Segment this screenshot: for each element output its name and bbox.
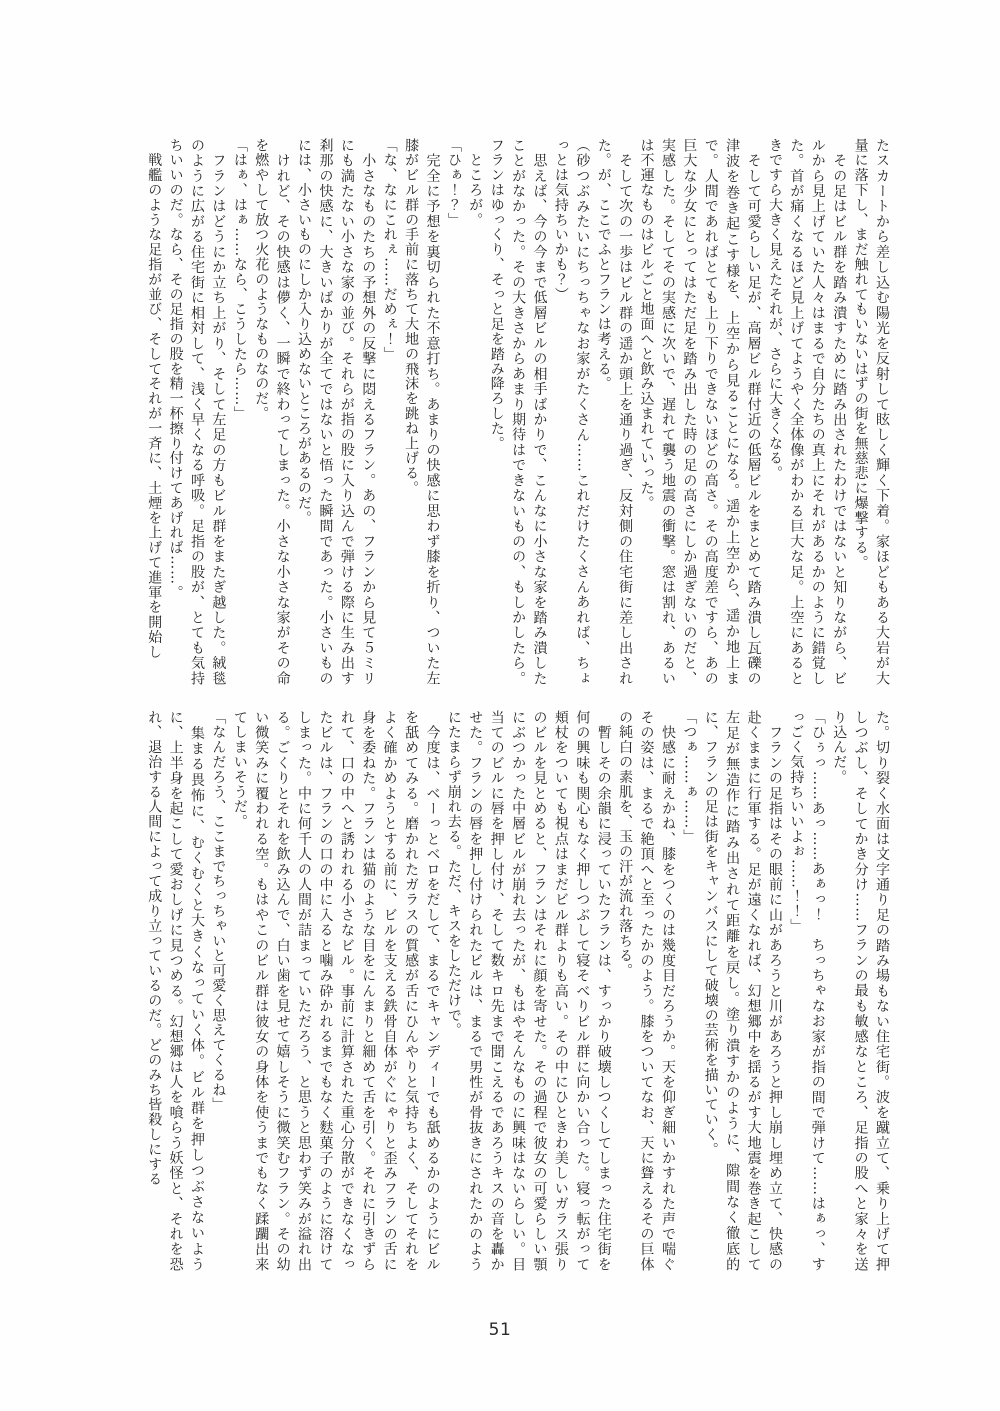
paragraph: そして可愛らしい足が、高層ビル群付近の低層ビルをまとめて踏み潰し瓦礫の津波を巻き起こす様を、上空から見ることになる。遥か上空から、遥か地上まで。人間であればとても上り下りできないほどの高さ。その高度差ですら、あの巨大な少女にとってはただ足を踏み出した時の足の高さにしか過ぎないのだと、実感した。そしてその実感に次いで、遅れて襲う地震の衝撃。窓は割れ、あるいは不運なものはビルごと地面へと飲み込まれていった。 xyxy=(638,138,762,686)
paragraph: （砂つぶみたいにちっちゃなお家がたくさん……これだけたくさんあれば、ちょっとは気持ちいかも？） xyxy=(552,138,591,686)
paragraph: 小さなものたちの予想外の反撃に悶えるフラン。あの、フランから見て５ミリにも満たない小さな家の並び。それらが指の股に入り込んで弾ける際に生み出す刹那の快感に、大きいばかりが全てではないと悟った瞬間であった。小さいものには、小さいものにしか入り込めないところがあるのだ。 xyxy=(296,138,377,686)
paragraph: 完全に予想を裏切られた不意打ち。あまりの快感に思わず膝を折り、ついた左膝がビル群の手前に落ちて大地の飛沫を跳ね上げる。 xyxy=(403,138,441,686)
paragraph: 「な、なにこれぇ……だめぇ！」 xyxy=(381,138,398,362)
paragraph: ところが。 xyxy=(467,138,484,228)
paragraph: 「ひぁ！？」 xyxy=(445,138,462,228)
paragraph: 思えば、今の今まで低層ビルの相手ばかりで、こんなに小さな家を踏み潰したことがなかった。その大きさからあまり期待はできないものの、もしかしたら。フランはゆっくり、そっと足を踏み降ろした。 xyxy=(488,138,548,686)
paragraph: フランの足指はその眼前に山があろうと川があろうと押し崩し埋め立て、快感の赴くままに行軍する。足が遠くなれば、幻想郷中を揺るがす大地震を巻き起こして左足が無造作に踏み出されて距離を戻し。塗り潰すかのように、隙間なく徹底的に、フランの足は街をキャンバスにして破壊の芸術を描いていく。 xyxy=(702,710,783,1272)
paragraph: 今度は、ベーっとベロをだして、まるでキャンディーでも舐めるかのようにビルを舐めてみる。磨かれたガラスの質感が舌にひんやりと気持ちよく、そしてそれをよく確かめようとする前に、ビルを支える鉄骨自体がぐにゃりと歪みフランの舌に身を委ねた。フランは猫のような目をにんまりと細めて舌を引く。それに引きずられて、口の中へと誘われる小さなビル。事前に計算された重心分散ができなくなったビルは、フランの口の中に入ると噛み砕かれるまでもなく麩菓子のように溶けてしまった。中に何千人の人間が詰まっていただろう、と思うと思わず笑みが溢れ出る。ごくりとそれを飲み込んで、白い歯を見せて嬉しそうに微笑むフラン。その幼い微笑みに覆われる空。もはやこのビル群は彼女の身体を使うまでもなく蹂躙出来てしまいそうだ。 xyxy=(231,710,441,1272)
paragraph: 快感に耐えかね、膝をつくのは幾度目だろうか。天を仰ぎ細いかすれた声で喘ぐその姿は、まるで絶頂へと至ったかのよう。膝をついてなお、天に聳えるその巨体の純白の素肌を、玉の汗が流れ落ちる。 xyxy=(617,710,676,1272)
text-band-top xyxy=(104,138,892,686)
paragraph: た。切り裂く水面は文字通り足の踏み場もない住宅街。波を蹴立て、乗り上げて押しつぶし、そしてかき分け……フランの最も敏感なところ、足指の股へと家々を送り込んだ。 xyxy=(831,710,890,1272)
paragraph: そして次の一歩はビル群の遥か頭上を通り過ぎ、反対側の住宅街に差し出された。が、ここでふとフランは考える。 xyxy=(595,138,634,686)
paragraph: 戦艦のような足指が並び、そしてそれが一斉に、土煙を上げて進軍を開始し xyxy=(146,138,163,660)
paragraph: たスカートから差し込む陽光を反射して眩しく輝く下着。家ほどもある大岩が大量に落下し、まだ触れてもいないはずの街を無慈悲に爆撃する。 xyxy=(852,138,890,686)
page-number: 51 xyxy=(488,1320,512,1340)
paragraph: 暫しその余韻に浸っていたフランは、すっかり破壊しつくしてしまった住宅街を何の興味も関心もなく押しつぶして寝そべりビル群に向かい合った。寝っ転がって頬杖をついても視点はまだビル群よりも高い。その中にひときわ美しいガラス張りのビルを見とめると、フランはそれに顔を寄せた。その過程で彼女の可愛らしい顎にぶつかった中層ビルが崩れ去ったが、もはやそんなものに興味はないらしい。目当てのビルに唇を押し付け、そして数キロ先まで聞こえるであろうキスの音を轟かせた。フランの唇を押し付けられたビルは、まるで男性が骨抜きにされたかのようにたまらず崩れ去る。ただ、キスをしただけで。 xyxy=(445,710,612,1272)
paragraph: フランはどうにか立ち上がり、そして左足の方もビル群をまたぎ越した。絨毯のように広がる住宅街に相対して、浅く早くなる呼吸。足指の股が、とても気持ちいいのだ。なら、その足指の股を精一杯擦り付けてあげれば……。 xyxy=(167,138,227,686)
paragraph: 「はぁ、はぁ……なら、こうしたら……」 xyxy=(231,138,248,422)
paragraph: けれど、その快感は儚く、一瞬で終わってしまった。小さな小さな家がその命を燃やして放つ火花のようなものなのだ。 xyxy=(253,138,291,686)
paragraph: その足はビル群を踏み潰すために踏み出されたわけではないと知りながら、ビルから見上げていた人々はまるで自分たちの真上にそれがあるかのように錯覚した。首が痛くなるほど見上げてようやく全体像がわかる巨大な足。上空にあるときですら大きく見えたそれが、さらに大きくなる。 xyxy=(766,138,848,686)
paragraph: 「つぁ……ぁ……」 xyxy=(681,710,698,845)
paragraph: 「なんだろう、ここまでちっちゃいと可愛く思えてくるね」 xyxy=(210,710,227,1113)
paragraph: 「ひぅっ……あっ……あぁっ！ ちっちゃなお家が指の間で弾けて……はぁっ、すっごく気持ちいいよぉ……！！」 xyxy=(788,710,826,1272)
text-band-bottom xyxy=(104,710,892,1272)
paragraph: 集まる畏怖に、むくむくと大きくなっていく体。ビル群を押しつぶさないように、上半身を起こして愛おしげに見つめる。幻想郷は人を喰らう妖怪と、それを恐れ、退治する人間によって成り立っているのだ。どのみち皆殺しにする xyxy=(146,710,205,1272)
